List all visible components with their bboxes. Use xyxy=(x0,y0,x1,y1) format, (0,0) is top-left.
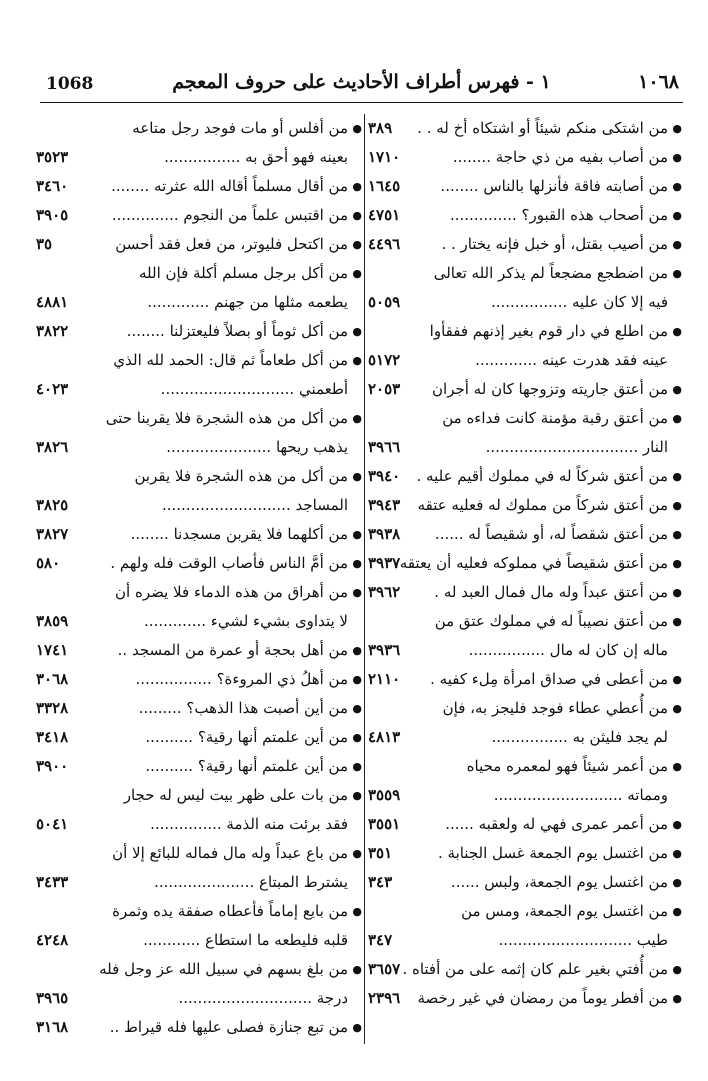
hadith-number: ٣٩٣٨ xyxy=(368,525,401,543)
hadith-number: ٣٩٦٦ xyxy=(368,438,401,456)
index-entry xyxy=(368,317,682,375)
index-entry xyxy=(368,375,682,404)
entry-text-line: ● من أعتق جاريته وتزوجها كان له أجران xyxy=(432,380,668,398)
hadith-number: ٣٩٣٦ xyxy=(368,641,401,659)
index-entry xyxy=(368,491,682,520)
hadith-number: ٣٩٦٢ xyxy=(368,583,401,601)
hadith-number: ٣٩٤٠ xyxy=(368,467,401,485)
hadith-number: ٣٣٢٨ xyxy=(36,699,69,717)
hadith-number: ٣٤٦٠ xyxy=(36,177,69,195)
hadith-number: ٥٠٤١ xyxy=(36,815,69,833)
index-entry xyxy=(368,839,682,868)
index-entry xyxy=(368,984,682,1013)
entry-text-line: ● من اكتحل فليوتر، من فعل فقد أحسن xyxy=(115,235,348,253)
entry-text-line: ● من أكلهما فلا يقربن مسجدنا ........ xyxy=(130,525,348,543)
index-entry xyxy=(36,317,362,346)
entry-text-line: ● من أهراق من هذه الدماء فلا يضره أن xyxy=(115,583,348,601)
hadith-number: ٣٨٢٢ xyxy=(36,322,69,340)
index-entry xyxy=(368,665,682,694)
entry-text-line: ● من أكل ثوماً أو بصلاً فليعتزلنا ........ xyxy=(126,322,348,340)
hadith-number: ٢٠٥٣ xyxy=(368,380,401,398)
hadith-number: ٣٥٢٣ xyxy=(36,148,69,166)
entry-text-line: ● من اضطجع مضجعاً لم يذكر الله تعالى xyxy=(433,264,668,282)
entry-text-line: ● من أعتق شقصاً له، أو شقيصاً له ...... xyxy=(434,525,668,543)
entry-text-line: ● من أعتق نصيباً له في مملوك عتق من xyxy=(434,612,668,630)
index-entry xyxy=(36,781,362,839)
index-entry xyxy=(36,172,362,201)
index-entry xyxy=(368,607,682,665)
entry-text-line: ● من اطلع في دار قوم بغير إذنهم ففقأوا xyxy=(429,322,668,340)
index-entry xyxy=(36,955,362,1013)
index-entry xyxy=(368,259,682,317)
entry-text-line: ● من أعتق شركاً من مملوك له فعليه عتقه xyxy=(417,496,668,514)
entry-text-line: ● من تبع جنازة فصلى عليها فله قيراط .. xyxy=(109,1018,348,1036)
hadith-number: ٤٠٢٣ xyxy=(36,380,69,398)
entry-text-line: ● من أقال مسلماً أقاله الله عثرته ........ xyxy=(111,177,348,195)
hadith-number: ٣٥١ xyxy=(368,844,393,862)
entry-text-line: عينه فقد هدرت عينه ............. xyxy=(475,351,668,369)
entry-text-line: ● من أفطر يوماً من رمضان في غير رخصة xyxy=(417,989,668,1007)
hadith-number: ٣٥٥١ xyxy=(368,815,401,833)
entry-text-line: ● من أُعطي عطاء فوجد فليجز به، فإن xyxy=(442,699,668,717)
index-entry xyxy=(36,578,362,636)
index-entry xyxy=(368,694,682,752)
index-entry xyxy=(36,201,362,230)
entry-text-line: أطعمني ............................ xyxy=(160,380,348,398)
entry-text-line: ● من أعطى في صداق امرأة مِلء كفيه . xyxy=(430,670,668,688)
entry-text-line: ● من أهلُ ذي المروءة؟ ................ xyxy=(135,670,348,688)
entry-text-line: ● من اقتبس علماً من النجوم .............. xyxy=(111,206,348,224)
hadith-number: ٣٤٣٣ xyxy=(36,873,69,891)
hadith-number: ٣٩٣٧ xyxy=(368,554,401,572)
entry-text-line: ● من أكل من هذه الشجرة فلا يقربنا حتى xyxy=(105,409,348,427)
entry-text-line: ● من اشتكى منكم شيئاً أو اشتكاه أخ له . . xyxy=(417,119,668,137)
hadith-number: ٣٥٥٩ xyxy=(368,786,401,804)
hadith-number: ٣٨٥٩ xyxy=(36,612,69,630)
index-entry xyxy=(36,636,362,665)
index-entry xyxy=(368,462,682,491)
index-entry xyxy=(36,549,362,578)
entry-text-line: ● من أين أصبت هذا الذهب؟ ......... xyxy=(138,699,348,717)
entry-text-line: يشترط المبتاع ..................... xyxy=(154,873,348,891)
entry-text-line: ● من أكل من هذه الشجرة فلا يقربن xyxy=(134,467,348,485)
index-entry xyxy=(36,723,362,752)
entry-text-line: ● من بايع إماماً فأعطاه صفقة يده وثمرة xyxy=(112,902,348,920)
index-entry xyxy=(36,520,362,549)
hadith-number: ٣٨٢٧ xyxy=(36,525,69,543)
entry-text-line: ● من أُفتي بغير علم كان إثمه على من أفتاه . xyxy=(402,960,668,978)
hadith-number: ٤٤٩٦ xyxy=(368,235,401,253)
page-number-arabic: ١٠٦٨ xyxy=(638,71,679,93)
index-entry xyxy=(368,143,682,172)
entry-text-line: ● من أعتق شركاً له في مملوك أقيم عليه . xyxy=(416,467,668,485)
index-column-right xyxy=(368,114,682,1044)
entry-text-line: قلبه فليطعه ما استطاع ............ xyxy=(143,931,348,949)
entry-text-line: ● من أين علمتم أنها رقية؟ .......... xyxy=(145,757,348,775)
entry-text-line: يذهب ريحها ...................... xyxy=(166,438,348,456)
index-entry xyxy=(368,810,682,839)
entry-text-line: ● من أصابته فاقة فأنزلها بالناس ........ xyxy=(440,177,668,195)
entry-text-line: يطعمه مثلها من جهنم ............. xyxy=(147,293,348,311)
index-entry xyxy=(36,462,362,520)
page-number-latin: 1068 xyxy=(46,74,94,94)
hadith-number: ٢٣٩٦ xyxy=(368,989,401,1007)
index-entry xyxy=(368,549,682,578)
hadith-number: ٣٩٠٠ xyxy=(36,757,69,775)
entry-text-line: المساجد ........................... xyxy=(161,496,348,514)
entry-text-line: النار ................................ xyxy=(485,438,668,456)
index-entry xyxy=(36,752,362,781)
entry-text-line: ● من أعمر عمرى فهي له ولعقبه ...... xyxy=(445,815,668,833)
index-column-left xyxy=(36,114,362,1044)
hadith-number: ٤٧٥١ xyxy=(368,206,401,224)
index-entry xyxy=(36,404,362,462)
entry-text-line: ● من بات على ظهر بيت ليس له حجار xyxy=(123,786,348,804)
index-entry xyxy=(368,114,682,143)
entry-text-line: فيه إلا كان عليه ................ xyxy=(490,293,668,311)
hadith-number: ٣٠٦٨ xyxy=(36,670,69,688)
hadith-number: ٢١١٠ xyxy=(368,670,401,688)
index-entry xyxy=(36,259,362,317)
entry-text-line: ● من أصحاب هذه القبور؟ .............. xyxy=(449,206,668,224)
hadith-number: ٣٥ xyxy=(36,235,53,253)
index-entry xyxy=(368,897,682,955)
entry-text-line: ● من أفلس أو مات فوجد رجل متاعه xyxy=(132,119,348,137)
entry-text-line: لا يتداوى بشيء لشيء ............. xyxy=(144,612,348,630)
index-entry xyxy=(36,694,362,723)
index-entry xyxy=(36,346,362,404)
entry-text-line: ● من أهل بحجة أو عمرة من المسجد .. xyxy=(117,641,348,659)
column-divider xyxy=(364,114,365,1044)
entry-text-line: ● من أعتق عبداً وله مال فمال العبد له . xyxy=(434,583,668,601)
entry-text-line: درجة ............................ xyxy=(178,989,348,1007)
entry-text-line: بعينه فهو أحق به ................ xyxy=(164,148,348,166)
hadith-number: ٣٨٩ xyxy=(368,119,393,137)
entry-text-line: ماله إن كان له مال ................ xyxy=(468,641,668,659)
entry-text-line: ● من بلغ بسهم في سبيل الله عز وجل فله xyxy=(99,960,348,978)
index-entry xyxy=(368,172,682,201)
index-entry xyxy=(368,404,682,462)
hadith-number: ٣٦٥٧ xyxy=(368,960,401,978)
index-entry xyxy=(368,201,682,230)
hadith-number: ٣٤١٨ xyxy=(36,728,69,746)
entry-text-line: ● من باع عبداً وله مال فماله للبائع إلا أن xyxy=(112,844,348,862)
page-header xyxy=(40,68,683,103)
index-entry xyxy=(36,114,362,172)
hadith-number: ٣٤٣ xyxy=(368,873,393,891)
index-entry xyxy=(36,230,362,259)
index-entry xyxy=(368,752,682,810)
hadith-number: ١٧١٠ xyxy=(368,148,401,166)
index-entry xyxy=(368,578,682,607)
index-entry xyxy=(36,1013,362,1042)
hadith-number: ٣٨٢٥ xyxy=(36,496,69,514)
entry-text-line: ● من أين علمتم أنها رقية؟ .......... xyxy=(145,728,348,746)
hadith-number: ٣٩٤٣ xyxy=(368,496,401,514)
index-entry xyxy=(368,955,682,984)
hadith-number: ٤٨١٣ xyxy=(368,728,401,746)
hadith-number: ٥٨٠ xyxy=(36,554,61,572)
entry-text-line: ● من أمَّ الناس فأصاب الوقت فله ولهم . xyxy=(110,554,348,572)
hadith-number: ٤٢٤٨ xyxy=(36,931,69,949)
hadith-number: ٣٩٦٥ xyxy=(36,989,69,1007)
entry-text-line: ● من أصاب بفيه من ذي حاجة ........ xyxy=(452,148,668,166)
entry-text-line: ● من اغتسل يوم الجمعة، ومس من xyxy=(461,902,668,920)
index-entry xyxy=(368,230,682,259)
index-entry xyxy=(368,868,682,897)
hadith-number: ٥١٧٢ xyxy=(368,351,401,369)
hadith-number: ٣٨٢٦ xyxy=(36,438,69,456)
entry-text-line: ● من أعتق شقيصاً في مملوكه فعليه أن يعتقه xyxy=(399,554,668,572)
hadith-number: ٣٤٧ xyxy=(368,931,393,949)
entry-text-line: ومماته ........................... xyxy=(493,786,668,804)
index-entry xyxy=(368,520,682,549)
entry-text-line: ● من أكل برجل مسلم أكلة فإن الله xyxy=(139,264,348,282)
entry-text-line: فقد برئت منه الذمة ............... xyxy=(150,815,348,833)
entry-text-line: لم يجد فليثن به ................ xyxy=(491,728,668,746)
entry-text-line: ● من اغتسل يوم الجمعة غسل الجنابة . xyxy=(437,844,668,862)
hadith-number: ١٦٤٥ xyxy=(368,177,401,195)
hadith-number: ٣٩٠٥ xyxy=(36,206,69,224)
hadith-number: ٣١٦٨ xyxy=(36,1018,69,1036)
entry-text-line: طيب ............................ xyxy=(498,931,668,949)
index-entry xyxy=(36,839,362,897)
hadith-number: ٥٠٥٩ xyxy=(368,293,401,311)
index-entry xyxy=(36,665,362,694)
entry-text-line: ● من أعمر شيئاً فهو لمعمره محياه xyxy=(466,757,668,775)
entry-text-line: ● من أكل طعاماً ثم قال: الحمد لله الذي xyxy=(113,351,348,369)
index-entry xyxy=(36,897,362,955)
hadith-number: ٤٨٨١ xyxy=(36,293,69,311)
hadith-number: ١٧٤١ xyxy=(36,641,69,659)
entry-text-line: ● من اغتسل يوم الجمعة، ولبس ...... xyxy=(450,873,668,891)
entry-text-line: ● من أصيب بقتل، أو خبل فإنه يختار . . xyxy=(441,235,668,253)
entry-text-line: ● من أعتق رقبة مؤمنة كانت فداءه من xyxy=(442,409,668,427)
page-title: ١ - فهرس أطراف الأحاديث على حروف المعجم xyxy=(172,71,551,93)
